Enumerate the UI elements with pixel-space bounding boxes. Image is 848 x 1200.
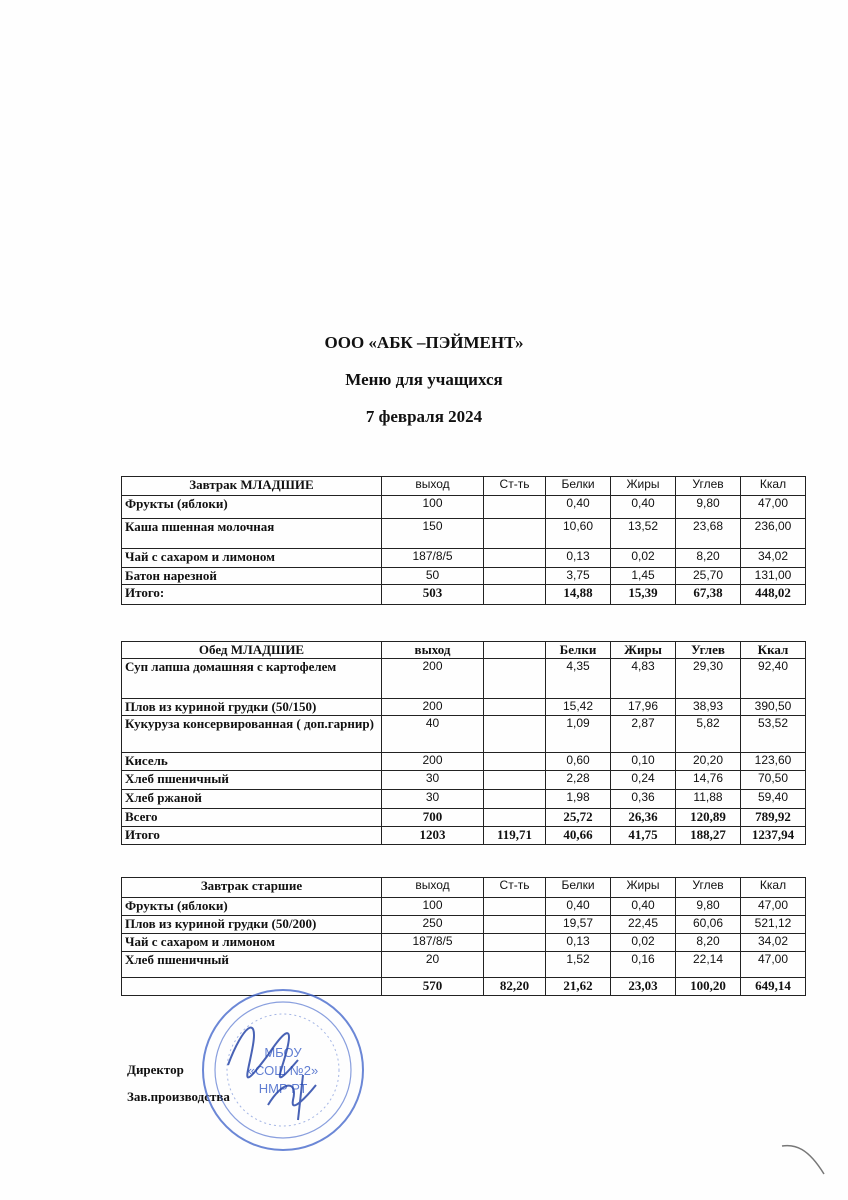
cell [484, 496, 546, 519]
cell: 11,88 [676, 790, 741, 809]
cell: 23,03 [611, 978, 676, 996]
table-header-row [122, 477, 806, 496]
table-row [122, 790, 806, 809]
cell: 47,00 [741, 952, 806, 978]
cell: 21,62 [546, 978, 611, 996]
cell: 0,02 [611, 934, 676, 952]
cell [484, 699, 546, 716]
cell: 390,50 [741, 699, 806, 716]
cell: 8,20 [676, 934, 741, 952]
cell: 649,14 [741, 978, 806, 996]
item-name: Плов из куриной грудки (50/150) [122, 699, 382, 716]
table-row [122, 699, 806, 716]
cell: 188,27 [676, 827, 741, 845]
cell: 250 [382, 916, 484, 934]
cell: 17,96 [611, 699, 676, 716]
menu-date: 7 февраля 2024 [365, 407, 483, 426]
cell: 570 [382, 978, 484, 996]
breakfast-senior-table [121, 877, 806, 996]
cell [484, 809, 546, 827]
cell: 9,80 [676, 496, 741, 519]
cell: 5,82 [676, 716, 741, 753]
director-label: Директор [127, 1062, 184, 1077]
cell: 0,13 [546, 549, 611, 568]
cell: 789,92 [741, 809, 806, 827]
production-head-label: Зав.производства [127, 1089, 230, 1104]
cell [484, 549, 546, 568]
cell: 0,40 [546, 898, 611, 916]
cell: 187/8/5 [382, 934, 484, 952]
cell: 82,20 [484, 978, 546, 996]
company-name: ООО «АБК –ПЭЙМЕНТ» [324, 333, 524, 352]
totals-label: Итого: [122, 585, 382, 605]
cell: 40 [382, 716, 484, 753]
cell: 15,39 [611, 585, 676, 605]
cell: 0,24 [611, 771, 676, 790]
cell: 700 [382, 809, 484, 827]
cell: 1,45 [611, 568, 676, 585]
header-cell: Углев [676, 477, 741, 496]
header-cell: Завтрак старшие [122, 878, 382, 898]
cell: 4,35 [546, 659, 611, 699]
header-cell: Белки [546, 477, 611, 496]
table-header-row [122, 878, 806, 898]
cell [484, 790, 546, 809]
table-row [122, 898, 806, 916]
cell: 200 [382, 699, 484, 716]
cell: 1237,94 [741, 827, 806, 845]
item-name: Суп лапша домашняя с картофелем [122, 659, 382, 699]
cell: 8,20 [676, 549, 741, 568]
cell: 70,50 [741, 771, 806, 790]
svg-text:«СОШ №2»: «СОШ №2» [247, 1063, 319, 1078]
cell: 0,36 [611, 790, 676, 809]
cell: 2,87 [611, 716, 676, 753]
cell: 30 [382, 771, 484, 790]
cell [484, 952, 546, 978]
svg-text:МБОУ: МБОУ [264, 1045, 302, 1060]
cell: 50 [382, 568, 484, 585]
item-name: Фрукты (яблоки) [122, 496, 382, 519]
cell: 0,10 [611, 753, 676, 771]
cell: 187/8/5 [382, 549, 484, 568]
header-cell: Ст-ть [484, 878, 546, 898]
header-cell: Ккал [741, 477, 806, 496]
item-name: Фрукты (яблоки) [122, 898, 382, 916]
cell [484, 771, 546, 790]
totals-row [122, 827, 806, 845]
cell: 448,02 [741, 585, 806, 605]
table-row [122, 519, 806, 549]
header-cell: выход [382, 477, 484, 496]
cell: 1,52 [546, 952, 611, 978]
cell: 53,52 [741, 716, 806, 753]
item-name: Хлеб ржаной [122, 790, 382, 809]
cell: 1,98 [546, 790, 611, 809]
cell [484, 753, 546, 771]
cell: 26,36 [611, 809, 676, 827]
header-cell: Ккал [741, 878, 806, 898]
cell: 67,38 [676, 585, 741, 605]
cell: 0,02 [611, 549, 676, 568]
cell [484, 898, 546, 916]
table-row [122, 549, 806, 568]
totals-row [122, 809, 806, 827]
cell: 0,13 [546, 934, 611, 952]
cell: 20 [382, 952, 484, 978]
cell: 34,02 [741, 934, 806, 952]
item-name: Кукуруза консервированная ( доп.гарнир) [122, 716, 382, 753]
header-cell: Ккал [741, 642, 806, 659]
header-cell: Жиры [611, 477, 676, 496]
cell: 1203 [382, 827, 484, 845]
header-cell: Жиры [611, 878, 676, 898]
table-header-row [122, 642, 806, 659]
cell: 131,00 [741, 568, 806, 585]
svg-text:НМР РТ: НМР РТ [258, 1081, 308, 1096]
totals-label: Всего [122, 809, 382, 827]
table-row [122, 916, 806, 934]
cell: 9,80 [676, 898, 741, 916]
cell: 22,14 [676, 952, 741, 978]
cell: 0,40 [611, 898, 676, 916]
cell: 236,00 [741, 519, 806, 549]
page-subtitle: Меню для учащихся [345, 370, 503, 389]
cell: 47,00 [741, 898, 806, 916]
table-row [122, 934, 806, 952]
cell: 119,71 [484, 827, 546, 845]
cell: 521,12 [741, 916, 806, 934]
cell: 60,06 [676, 916, 741, 934]
cell: 14,88 [546, 585, 611, 605]
cell: 200 [382, 753, 484, 771]
cell: 30 [382, 790, 484, 809]
item-name: Хлеб пшеничный [122, 952, 382, 978]
cell: 3,75 [546, 568, 611, 585]
cell: 14,76 [676, 771, 741, 790]
totals-row [122, 585, 806, 605]
cell: 38,93 [676, 699, 741, 716]
header-cell: Белки [546, 878, 611, 898]
cell: 200 [382, 659, 484, 699]
cell: 100 [382, 898, 484, 916]
cell: 123,60 [741, 753, 806, 771]
scan-artifact-icon [780, 1140, 830, 1180]
item-name: Кисель [122, 753, 382, 771]
header-cell: Белки [546, 642, 611, 659]
item-name: Чай с сахаром и лимоном [122, 934, 382, 952]
cell: 1,09 [546, 716, 611, 753]
header-cell: выход [382, 878, 484, 898]
cell: 0,60 [546, 753, 611, 771]
cell: 120,89 [676, 809, 741, 827]
cell [484, 716, 546, 753]
cell: 100,20 [676, 978, 741, 996]
cell: 92,40 [741, 659, 806, 699]
cell: 40,66 [546, 827, 611, 845]
cell: 2,28 [546, 771, 611, 790]
header-cell: Обед МЛАДШИЕ [122, 642, 382, 659]
cell: 100 [382, 496, 484, 519]
cell: 13,52 [611, 519, 676, 549]
cell: 34,02 [741, 549, 806, 568]
cell: 0,40 [611, 496, 676, 519]
cell: 150 [382, 519, 484, 549]
cell: 59,40 [741, 790, 806, 809]
table-row [122, 568, 806, 585]
table-row [122, 496, 806, 519]
header-cell: Углев [676, 878, 741, 898]
table-row [122, 771, 806, 790]
lunch-junior-table [121, 641, 806, 845]
table-row [122, 659, 806, 699]
cell [484, 585, 546, 605]
item-name: Плов из куриной грудки (50/200) [122, 916, 382, 934]
cell: 0,40 [546, 496, 611, 519]
cell [484, 659, 546, 699]
cell: 4,83 [611, 659, 676, 699]
breakfast-junior-table [121, 476, 806, 605]
header-cell [484, 642, 546, 659]
table-row [122, 952, 806, 978]
header-cell: Ст-ть [484, 477, 546, 496]
table-row [122, 753, 806, 771]
header-cell: выход [382, 642, 484, 659]
item-name: Батон нарезной [122, 568, 382, 585]
round-stamp-seal [198, 985, 368, 1155]
cell: 25,72 [546, 809, 611, 827]
header-cell: Жиры [611, 642, 676, 659]
item-name: Чай с сахаром и лимоном [122, 549, 382, 568]
item-name: Каша пшенная молочная [122, 519, 382, 549]
cell: 41,75 [611, 827, 676, 845]
cell: 22,45 [611, 916, 676, 934]
cell: 15,42 [546, 699, 611, 716]
cell [484, 568, 546, 585]
cell [484, 519, 546, 549]
cell: 47,00 [741, 496, 806, 519]
cell [484, 934, 546, 952]
cell: 20,20 [676, 753, 741, 771]
cell: 10,60 [546, 519, 611, 549]
cell: 25,70 [676, 568, 741, 585]
cell: 503 [382, 585, 484, 605]
item-name: Хлеб пшеничный [122, 771, 382, 790]
cell: 19,57 [546, 916, 611, 934]
header-cell: Завтрак МЛАДШИЕ [122, 477, 382, 496]
cell: 0,16 [611, 952, 676, 978]
cell [484, 916, 546, 934]
header-cell: Углев [676, 642, 741, 659]
table-row [122, 716, 806, 753]
totals-label: Итого [122, 827, 382, 845]
cell: 23,68 [676, 519, 741, 549]
cell: 29,30 [676, 659, 741, 699]
